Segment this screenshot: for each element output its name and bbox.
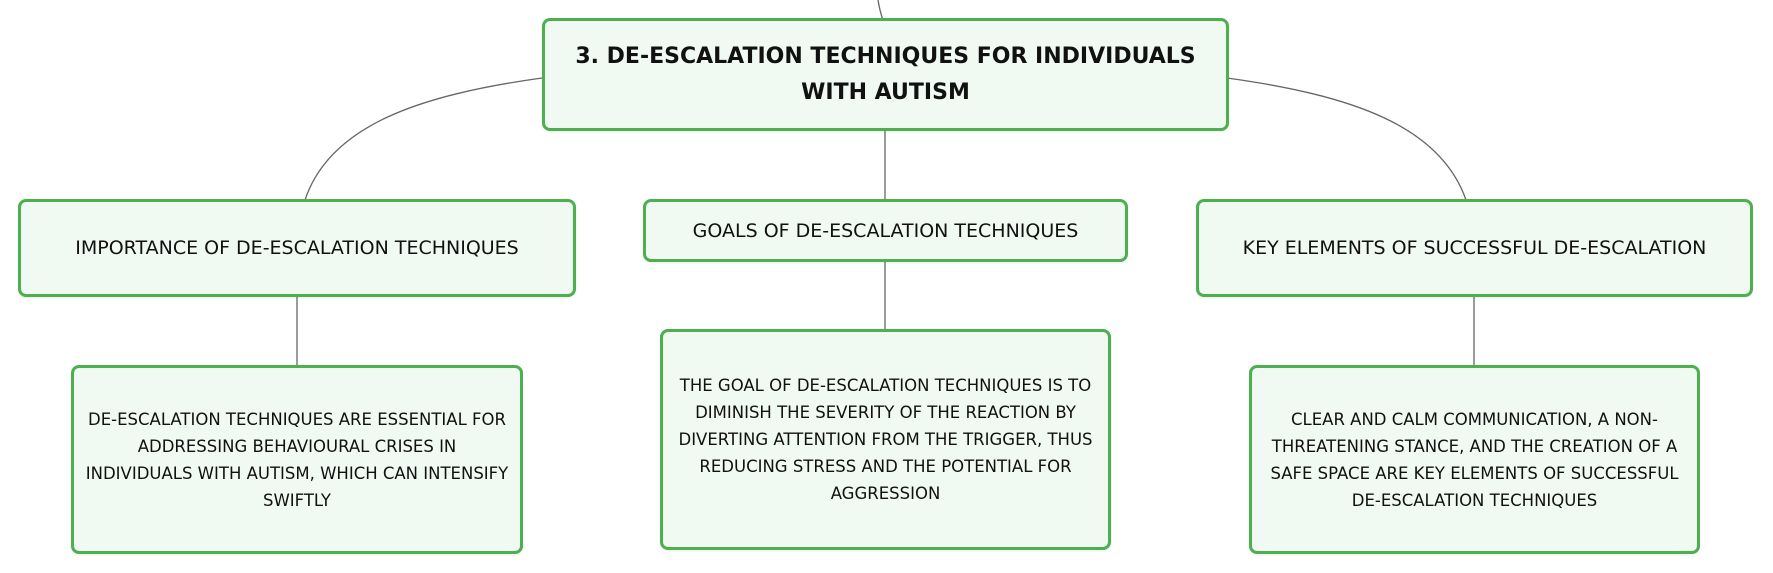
- connector-root-to-key-elements: [1227, 78, 1466, 200]
- detail-text-key-elements: CLEAR AND CALM COMMUNICATION, A NON-THREATENING STANCE, AND THE CREATION OF A SAFE SPACE ARE KEY ELEMENTS OF SUCCESSFUL DE-ESCALATION TECHNIQUES: [1270, 409, 1679, 510]
- root-topic-title: 3. DE-ESCALATION TECHNIQUES FOR INDIVIDUALS WITH AUTISM: [575, 43, 1196, 105]
- branch-node-importance[interactable]: [18, 199, 576, 297]
- branch-title-goals: GOALS OF DE-ESCALATION TECHNIQUES: [692, 219, 1079, 242]
- branch-node-key-elements[interactable]: [1196, 199, 1753, 297]
- detail-node-importance[interactable]: [71, 365, 523, 554]
- branch-title-key-elements: KEY ELEMENTS OF SUCCESSFUL DE-ESCALATION: [1242, 237, 1707, 259]
- connector-incoming-root: [878, 0, 883, 20]
- connector-root-to-importance: [305, 78, 542, 200]
- detail-text-importance: DE-ESCALATION TECHNIQUES ARE ESSENTIAL FOR ADDRESSING BEHAVIOURAL CRISES IN INDIVIDUALS WITH AUTISM, WHICH CAN INTENSIFY SWIFTLY: [85, 409, 509, 510]
- detail-node-key-elements[interactable]: [1249, 365, 1700, 554]
- detail-text-goals: THE GOAL OF DE-ESCALATION TECHNIQUES IS TO DIMINISH THE SEVERITY OF THE REACTION BY DIVERTING ATTENTION FROM THE TRIGGER, THUS REDUCING STRESS AND THE POTENTIAL FOR AGGRESSION: [678, 376, 1093, 503]
- root-topic-node[interactable]: [542, 18, 1229, 131]
- branch-node-goals[interactable]: [643, 199, 1128, 262]
- detail-node-goals[interactable]: [660, 329, 1111, 550]
- branch-title-importance: IMPORTANCE OF DE-ESCALATION TECHNIQUES: [75, 237, 519, 259]
